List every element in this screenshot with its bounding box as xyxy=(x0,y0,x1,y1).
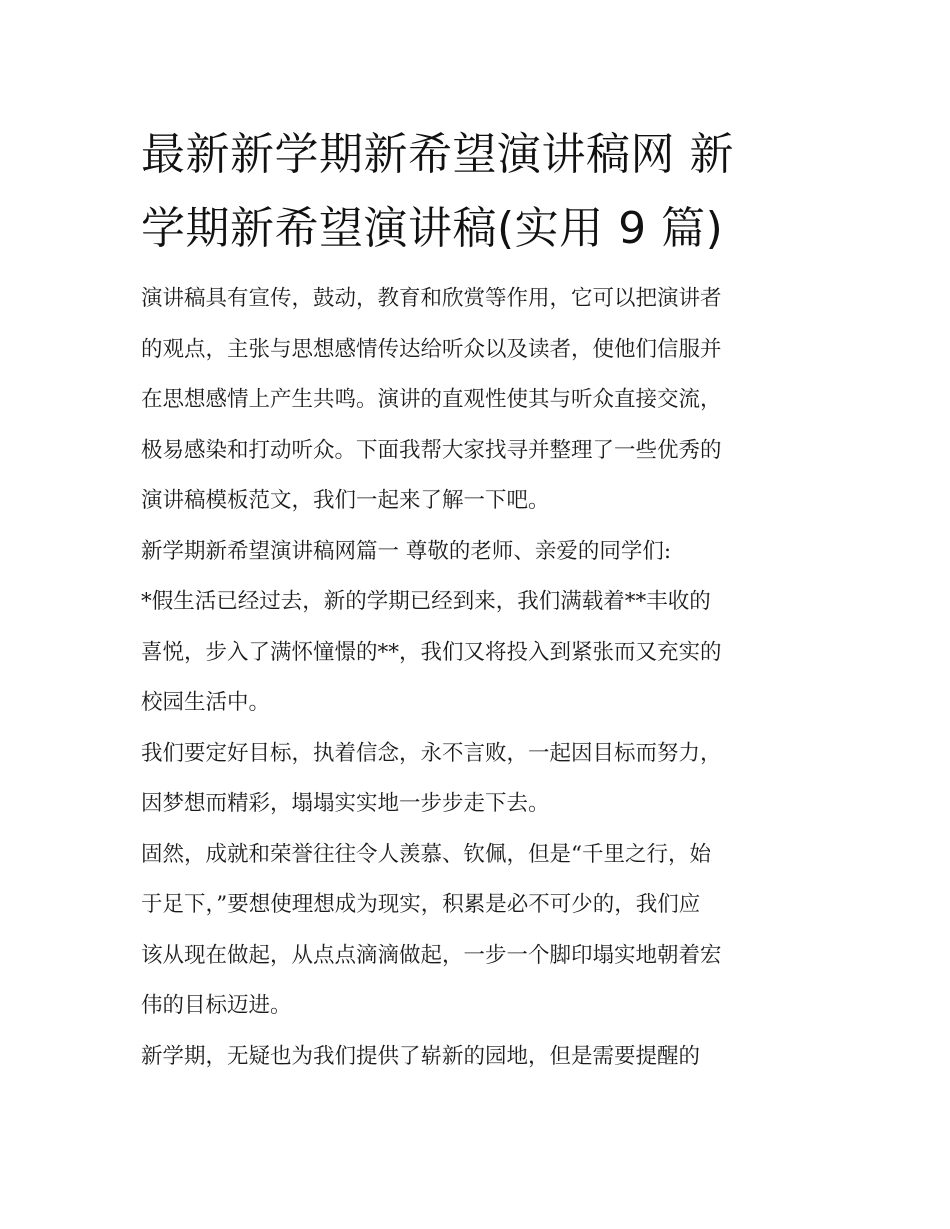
document-title xyxy=(141,118,813,266)
text-line: 校园生活中。 xyxy=(141,690,271,715)
text-line: 在思想感情上产生共鸣。演讲的直观性使其与听众直接交流， xyxy=(141,387,722,412)
text-line: 新学期新希望演讲稿网篇一 尊敬的老师、亲爱的同学们: xyxy=(141,538,672,564)
text-line: 因梦想而精彩，塌塌实实地一步步走下去。 xyxy=(141,791,550,816)
text-line: 我们要定好目标，执着信念，永不言败，一起因目标而努力， xyxy=(141,740,722,766)
text-line: 演讲稿模板范文，我们一起来了解一下吧。 xyxy=(141,488,550,513)
body-paragraph xyxy=(141,729,813,830)
title-line: 最新新学期新希望演讲稿网 新 xyxy=(141,129,734,180)
document-body xyxy=(141,118,813,1082)
text-line: 的观点，主张与思想感情传达给听众以及读者，使他们信服并 xyxy=(141,336,722,362)
text-line: *假生活已经过去，新的学期已经到来，我们满载着**丰收的 xyxy=(141,589,711,614)
section-heading-paragraph xyxy=(141,527,813,578)
text-line: 于足下，”要想使理想成为现实，积累是必不可少的，我们应 xyxy=(141,892,701,917)
text-line: 极易感染和打动听众。下面我帮大家找寻并整理了一些优秀的 xyxy=(141,437,722,463)
title-line: 学期新希望演讲稿(实用 9 篇) xyxy=(141,203,724,254)
body-paragraph xyxy=(141,577,813,729)
body-paragraph xyxy=(141,830,813,1032)
text-line: 喜悦，步入了满怀憧憬的**，我们又将投入到紧张而又充实的 xyxy=(141,639,722,665)
text-line: 演讲稿具有宣传，鼓动，教育和欣赏等作用，它可以把演讲者 xyxy=(141,286,722,311)
text-line: 伟的目标迈进。 xyxy=(141,993,292,1018)
body-paragraph xyxy=(141,1032,813,1083)
text-line: 新学期，无疑也为我们提供了崭新的园地，但是需要提醒的 xyxy=(141,1043,701,1069)
text-line: 固然，成就和荣誉往往令人羡慕、钦佩，但是“千里之行，始 xyxy=(141,841,711,867)
intro-paragraph xyxy=(141,274,813,527)
text-line: 该从现在做起，从点点滴滴做起，一步一个脚印塌实地朝着宏 xyxy=(141,942,722,968)
